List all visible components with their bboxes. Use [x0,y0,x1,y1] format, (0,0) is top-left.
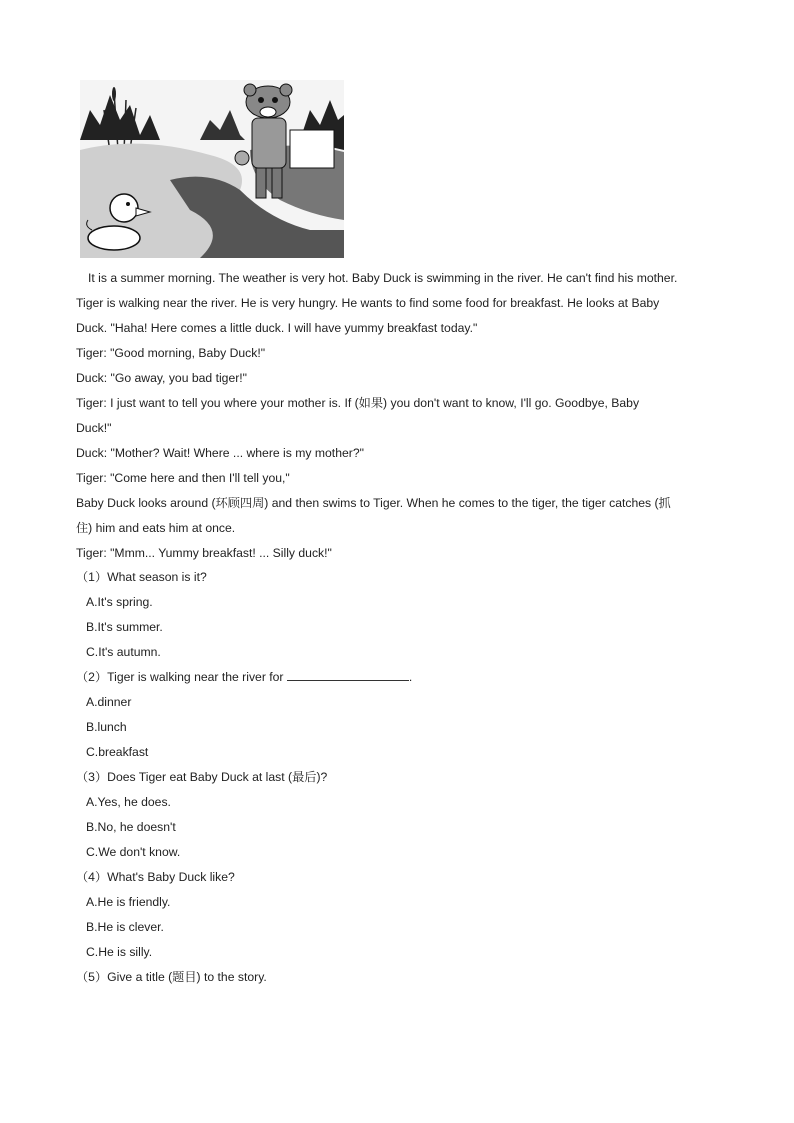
question-prompt [76,665,718,690]
story-text [76,266,718,566]
question-4 [76,865,718,965]
answer-option[interactable]: B.He is clever. [86,920,164,934]
question-2 [76,665,718,765]
question-prompt: （1）What season is it? [76,570,207,584]
answer-option[interactable]: B.lunch [86,720,127,734]
question-1 [76,565,718,665]
story-line: 住) him and eats him at once. [76,521,236,535]
answer-option[interactable]: B.No, he doesn't [86,820,176,834]
story-line: Baby Duck looks around (环顾四周) and then swims to Tiger. When he comes to the tiger, the tiger catches (抓 [76,496,671,510]
question-prompt: （3）Does Tiger eat Baby Duck at last (最后)? [76,770,328,784]
answer-option[interactable]: B.It's summer. [86,620,163,634]
story-line: Tiger: "Come here and then I'll tell you," [76,471,290,485]
story-line: Duck: "Mother? Wait! Where ... where is my mother?" [76,446,364,460]
question-prompt: （5）Give a title (题目) to the story. [76,970,267,984]
story-illustration [80,80,344,258]
question-3 [76,765,718,865]
answer-option[interactable]: A.dinner [86,695,132,709]
question-prompt-end: . [408,670,413,684]
question-list [76,565,718,990]
story-line: Tiger: I just want to tell you where your mother is. If (如果) you don't want to know, I'll go. Goodbye, Baby [76,396,640,410]
answer-option[interactable]: C.We don't know. [86,845,181,859]
question-prompt: （4）What's Baby Duck like? [76,870,235,884]
story-line: Duck!" [76,421,112,435]
story-line: Tiger: "Good morning, Baby Duck!" [76,346,266,360]
question-prompt-start: （2）Tiger is walking near the river for [76,670,287,684]
story-line: It is a summer morning. The weather is very hot. Baby Duck is swimming in the river. He can't find his mother. [88,271,678,285]
answer-option[interactable]: C.He is silly. [86,945,153,959]
answer-option[interactable]: A.Yes, he does. [86,795,171,809]
answer-option[interactable]: A.It's spring. [86,595,153,609]
story-line: Tiger: "Mmm... Yummy breakfast! ... Silly duck!" [76,546,332,560]
story-line: Duck: "Go away, you bad tiger!" [76,371,248,385]
answer-option[interactable]: C.breakfast [86,745,149,759]
answer-option[interactable]: C.It's autumn. [86,645,161,659]
story-line: Duck. "Haha! Here comes a little duck. I will have yummy breakfast today." [76,321,478,335]
story-line: Tiger is walking near the river. He is very hungry. He wants to find some food for breakfast. He looks at Baby [76,296,660,310]
question-5 [76,965,718,990]
answer-option[interactable]: A.He is friendly. [86,895,171,909]
answer-blank[interactable] [287,667,409,681]
